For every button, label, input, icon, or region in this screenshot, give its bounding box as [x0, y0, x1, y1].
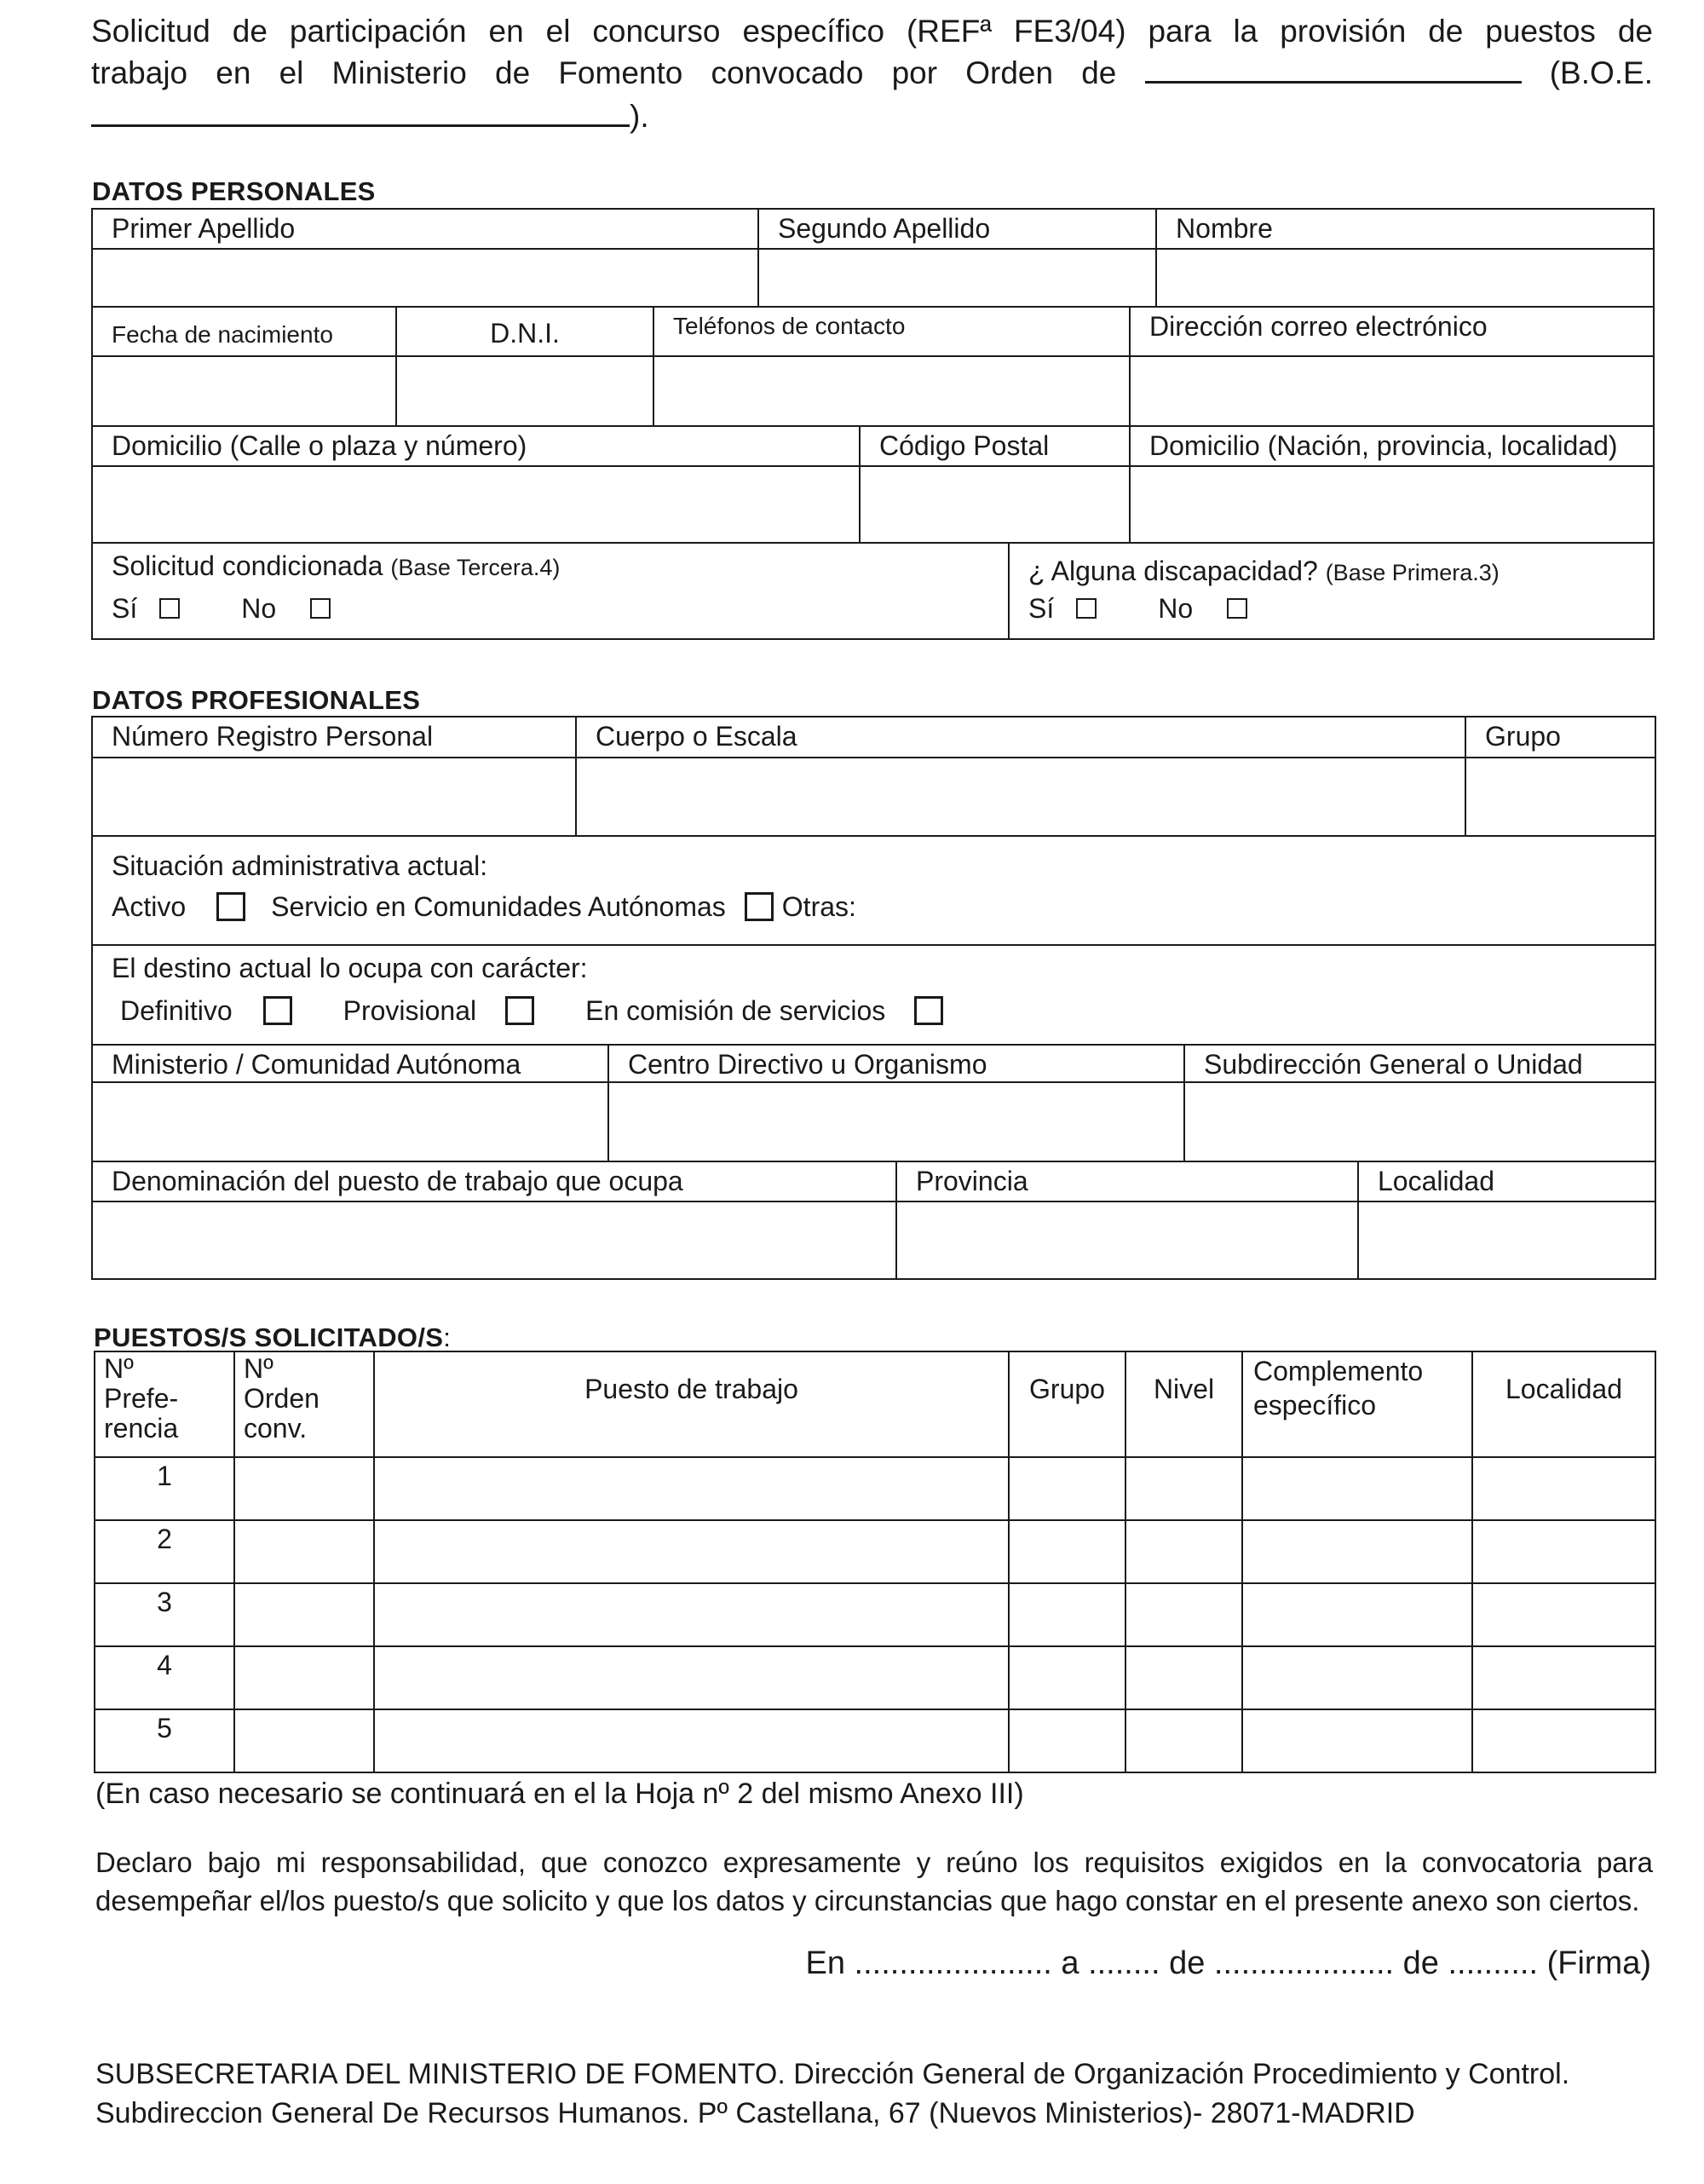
complemento-cell[interactable] — [1242, 1520, 1472, 1583]
discapacidad-no-label: No — [1158, 593, 1194, 624]
localidad-cell[interactable] — [1472, 1646, 1655, 1709]
intro-line-1: Solicitud de participación en el concurso específico (REFª FE3/04) para la provisión de puestos de — [91, 14, 1653, 49]
header-complemento-line-1: Complemento — [1253, 1356, 1424, 1386]
primer-apellido-label: Primer Apellido — [92, 209, 758, 249]
grupo-cell[interactable] — [1009, 1520, 1125, 1583]
dni-field[interactable] — [396, 356, 653, 426]
declaration-text: Declaro bajo mi responsabilidad, que conozco expresamente y reúno los requisitos exigidos en la convocatoria para desempeñar el/los puesto/s que solicito y que los datos y circunstancias que hago constar en el presente anexo son ciertos. — [95, 1847, 1653, 1916]
header-localidad: Localidad — [1472, 1351, 1655, 1457]
header-orden-line-3: conv. — [244, 1413, 308, 1444]
header-preferencia-line-3: rencia — [104, 1413, 179, 1444]
domicilio-nacion-label: Domicilio (Nación, provincia, localidad) — [1130, 426, 1654, 466]
complemento-cell[interactable] — [1242, 1583, 1472, 1646]
row-number: 3 — [95, 1583, 234, 1646]
comision-label: En comisión de servicios — [585, 995, 886, 1026]
ministerio-field[interactable] — [92, 1082, 608, 1161]
table-row — [95, 1583, 1655, 1646]
complemento-cell[interactable] — [1242, 1646, 1472, 1709]
discapacidad-base: (Base Primera.3) — [1325, 560, 1500, 585]
discapacidad-no-checkbox[interactable] — [1227, 598, 1247, 619]
nivel-cell[interactable] — [1125, 1583, 1242, 1646]
destino-cell — [92, 945, 1655, 1045]
header-orden-line-1: Nº — [244, 1353, 273, 1384]
situacion-cell — [92, 836, 1655, 945]
domicilio-calle-field[interactable] — [92, 466, 860, 543]
header-orden-line-2: Orden — [244, 1383, 320, 1414]
puesto-cell[interactable] — [374, 1457, 1009, 1520]
segundo-apellido-field[interactable] — [758, 249, 1156, 307]
otras-label: Otras: — [781, 891, 856, 922]
denominacion-field[interactable] — [92, 1201, 896, 1279]
localidad-label: Localidad — [1358, 1161, 1655, 1201]
provisional-label: Provisional — [343, 995, 477, 1026]
boe-blank-field[interactable] — [91, 100, 630, 127]
intro-line-2-text: trabajo en el Ministerio de Fomento convocado por Orden de — [91, 55, 1117, 90]
orden-cell[interactable] — [234, 1709, 374, 1772]
nombre-label: Nombre — [1156, 209, 1654, 249]
puestos-title-colon: : — [443, 1323, 452, 1352]
nrp-field[interactable] — [92, 758, 576, 836]
intro-paragraph — [91, 10, 1653, 94]
definitivo-label: Definitivo — [120, 995, 233, 1026]
table-row — [95, 1646, 1655, 1709]
discapacidad-label: ¿ Alguna discapacidad? — [1028, 556, 1318, 586]
centro-label: Centro Directivo u Organismo — [608, 1045, 1184, 1082]
table-row — [95, 1709, 1655, 1772]
situacion-label: Situación administrativa actual: — [112, 850, 488, 881]
header-complemento-line-2: específico — [1253, 1390, 1377, 1420]
complemento-cell[interactable] — [1242, 1457, 1472, 1520]
orden-cell[interactable] — [234, 1583, 374, 1646]
localidad-cell[interactable] — [1472, 1457, 1655, 1520]
localidad-cell[interactable] — [1472, 1583, 1655, 1646]
puesto-cell[interactable] — [374, 1709, 1009, 1772]
grupo-cell[interactable] — [1009, 1457, 1125, 1520]
provisional-checkbox[interactable] — [505, 996, 534, 1025]
puestos-table — [94, 1351, 1656, 1773]
footer-address: SUBSECRETARIA DEL MINISTERIO DE FOMENTO. Dirección General de Organización Procedimiento y Control. Subdireccion General De Recursos Humanos. Pº Castellana, 67 (Nuevos Ministerios)- 28071-MADRID — [95, 2058, 1570, 2129]
intro-line-3-end: ). — [630, 99, 649, 134]
puestos-title-text: PUESTOS/S SOLICITADO/S — [94, 1323, 444, 1352]
definitivo-checkbox[interactable] — [263, 996, 292, 1025]
puesto-cell[interactable] — [374, 1583, 1009, 1646]
ministerio-label: Ministerio / Comunidad Autónoma — [92, 1045, 608, 1082]
header-preferencia-line-1: Nº — [104, 1353, 134, 1384]
complemento-cell[interactable] — [1242, 1709, 1472, 1772]
orden-blank-field[interactable] — [1145, 56, 1522, 84]
orden-cell[interactable] — [234, 1457, 374, 1520]
datos-personales-title: DATOS PERSONALES — [92, 176, 376, 206]
header-orden — [234, 1351, 374, 1457]
fecha-nacimiento-field[interactable] — [92, 356, 396, 426]
activo-checkbox[interactable] — [216, 892, 245, 921]
condicionada-label: Solicitud condicionada — [112, 550, 383, 581]
telefonos-field[interactable] — [653, 356, 1130, 426]
nivel-cell[interactable] — [1125, 1520, 1242, 1583]
orden-cell[interactable] — [234, 1646, 374, 1709]
nivel-cell[interactable] — [1125, 1646, 1242, 1709]
subdireccion-label: Subdirección General o Unidad — [1184, 1045, 1655, 1082]
condicionada-no-label: No — [241, 593, 277, 624]
grupo-field[interactable] — [1465, 758, 1655, 836]
cuerpo-label: Cuerpo o Escala — [576, 717, 1465, 758]
provincia-field[interactable] — [896, 1201, 1358, 1279]
row-number: 5 — [95, 1709, 234, 1772]
codigo-postal-label: Código Postal — [860, 426, 1130, 466]
email-label: Dirección correo electrónico — [1130, 307, 1654, 356]
activo-label: Activo — [112, 891, 187, 922]
header-nivel: Nivel — [1125, 1351, 1242, 1457]
primer-apellido-field[interactable] — [92, 249, 758, 307]
nivel-cell[interactable] — [1125, 1709, 1242, 1772]
dni-label: D.N.I. — [396, 307, 653, 356]
boe-label: (B.O.E. — [1549, 55, 1653, 90]
denominacion-label: Denominación del puesto de trabajo que ocupa — [92, 1161, 896, 1201]
localidad-field[interactable] — [1358, 1201, 1655, 1279]
nombre-field[interactable] — [1156, 249, 1654, 307]
subdireccion-field[interactable] — [1184, 1082, 1655, 1161]
domicilio-calle-label: Domicilio (Calle o plaza y número) — [92, 426, 860, 466]
datos-profesionales-table — [91, 716, 1656, 1280]
comision-checkbox[interactable] — [914, 996, 943, 1025]
row-number: 1 — [95, 1457, 234, 1520]
grupo-cell[interactable] — [1009, 1646, 1125, 1709]
table-row — [95, 1520, 1655, 1583]
datos-profesionales-title: DATOS PROFESIONALES — [92, 685, 421, 715]
servicio-ca-checkbox[interactable] — [745, 892, 774, 921]
codigo-postal-field[interactable] — [860, 466, 1130, 543]
centro-field[interactable] — [608, 1082, 1184, 1161]
header-complemento — [1242, 1351, 1472, 1457]
localidad-cell[interactable] — [1472, 1520, 1655, 1583]
condicionada-base: (Base Tercera.4) — [390, 555, 561, 580]
email-field[interactable] — [1130, 356, 1654, 426]
row-number: 2 — [95, 1520, 234, 1583]
condicionada-si-checkbox[interactable] — [159, 598, 180, 619]
table-row — [95, 1457, 1655, 1520]
fecha-nacimiento-label: Fecha de nacimiento — [92, 307, 396, 356]
domicilio-nacion-field[interactable] — [1130, 466, 1654, 543]
signature-line: En ...................... a ........ de .................... de .......... (Firma) — [805, 1945, 1651, 1981]
datos-personales-table — [91, 208, 1655, 640]
header-preferencia — [95, 1351, 234, 1457]
discapacidad-si-checkbox[interactable] — [1076, 598, 1097, 619]
header-grupo: Grupo — [1009, 1351, 1125, 1457]
discapacidad-si-label: Sí — [1028, 593, 1055, 624]
orden-cell[interactable] — [234, 1520, 374, 1583]
puesto-cell[interactable] — [374, 1520, 1009, 1583]
telefonos-label: Teléfonos de contacto — [653, 307, 1130, 356]
intro-line-3 — [91, 95, 649, 137]
grupo-cell[interactable] — [1009, 1583, 1125, 1646]
header-puesto: Puesto de trabajo — [374, 1351, 1009, 1457]
discapacidad-cell — [1009, 543, 1654, 639]
nivel-cell[interactable] — [1125, 1457, 1242, 1520]
provincia-label: Provincia — [896, 1161, 1358, 1201]
nrp-label: Número Registro Personal — [92, 717, 576, 758]
continuation-note: (En caso necesario se continuará en el la Hoja nº 2 del mismo Anexo III) — [95, 1778, 1024, 1810]
condicionada-si-label: Sí — [112, 593, 138, 624]
puestos-title — [94, 1323, 451, 1353]
intro-line-2 — [91, 55, 1653, 90]
header-preferencia-line-2: Prefe- — [104, 1383, 179, 1414]
cuerpo-field[interactable] — [576, 758, 1465, 836]
puesto-cell[interactable] — [374, 1646, 1009, 1709]
row-number: 4 — [95, 1646, 234, 1709]
condicionada-no-checkbox[interactable] — [310, 598, 331, 619]
destino-label: El destino actual lo ocupa con carácter: — [112, 953, 588, 983]
solicitud-condicionada-cell — [92, 543, 1009, 639]
grupo-label: Grupo — [1465, 717, 1655, 758]
grupo-cell[interactable] — [1009, 1709, 1125, 1772]
segundo-apellido-label: Segundo Apellido — [758, 209, 1156, 249]
localidad-cell[interactable] — [1472, 1709, 1655, 1772]
servicio-ca-label: Servicio en Comunidades Autónomas — [271, 891, 726, 922]
